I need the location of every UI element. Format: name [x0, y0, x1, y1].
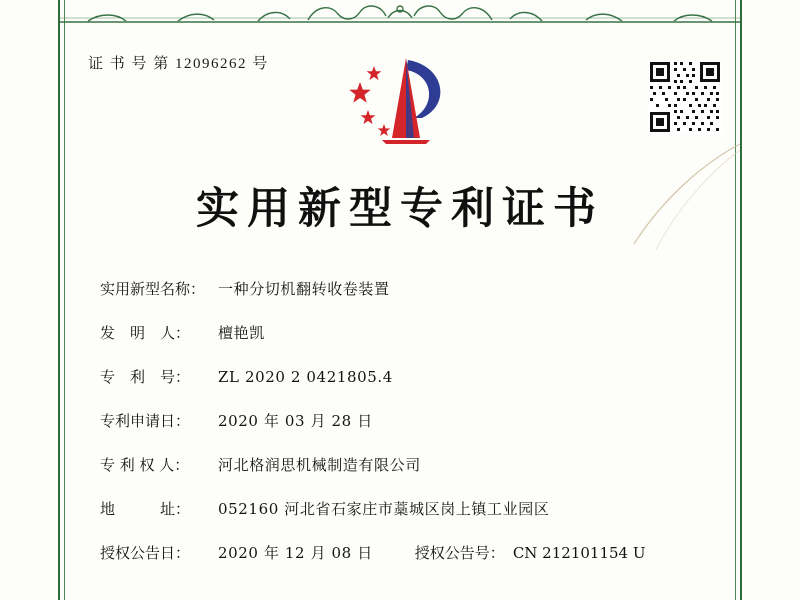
field-value: 一种分切机翻转收卷装置	[218, 280, 390, 298]
field-value: 052160 河北省石家庄市藁城区岗上镇工业园区	[218, 500, 550, 518]
field-label: 专利申请日：	[100, 412, 191, 430]
field-label: 发 明 人：	[100, 324, 191, 342]
field-label: 专 利 号：	[100, 368, 191, 386]
patent-office-logo	[348, 52, 458, 152]
field-label: 实用新型名称：	[100, 280, 206, 298]
field-row-inventor	[100, 322, 700, 343]
top-ornament-band	[58, 0, 742, 26]
field-row-patentee	[100, 454, 700, 475]
field-label: 专 利 权 人：	[100, 456, 190, 474]
field-value: ZL 2020 2 0421805.4	[218, 368, 393, 386]
certificate-number: 证 书 号 第 12096262 号	[88, 56, 269, 72]
field-value: 檀艳凯	[218, 324, 265, 342]
certificate-fields	[100, 278, 700, 563]
field-value-publication-number: CN 212101154 U	[512, 544, 646, 562]
field-row-application-date	[100, 410, 700, 431]
field-value-grant-date: 2020 年 12 月 08 日	[218, 544, 373, 562]
qr-code	[648, 60, 722, 134]
field-value: 河北格润思机械制造有限公司	[218, 456, 421, 474]
page-title: 实用新型专利证书	[196, 184, 604, 234]
field-row-utility-model-name	[100, 278, 700, 299]
field-label: 地 址：	[100, 500, 191, 518]
field-row-grant-publication	[100, 542, 700, 563]
field-row-address	[100, 498, 700, 519]
field-row-patent-number	[100, 366, 700, 387]
field-value: 2020 年 03 月 28 日	[218, 412, 373, 430]
field-label-grant-date: 授权公告日：	[100, 544, 191, 562]
field-label-publication-number: 授权公告号：	[414, 544, 505, 562]
